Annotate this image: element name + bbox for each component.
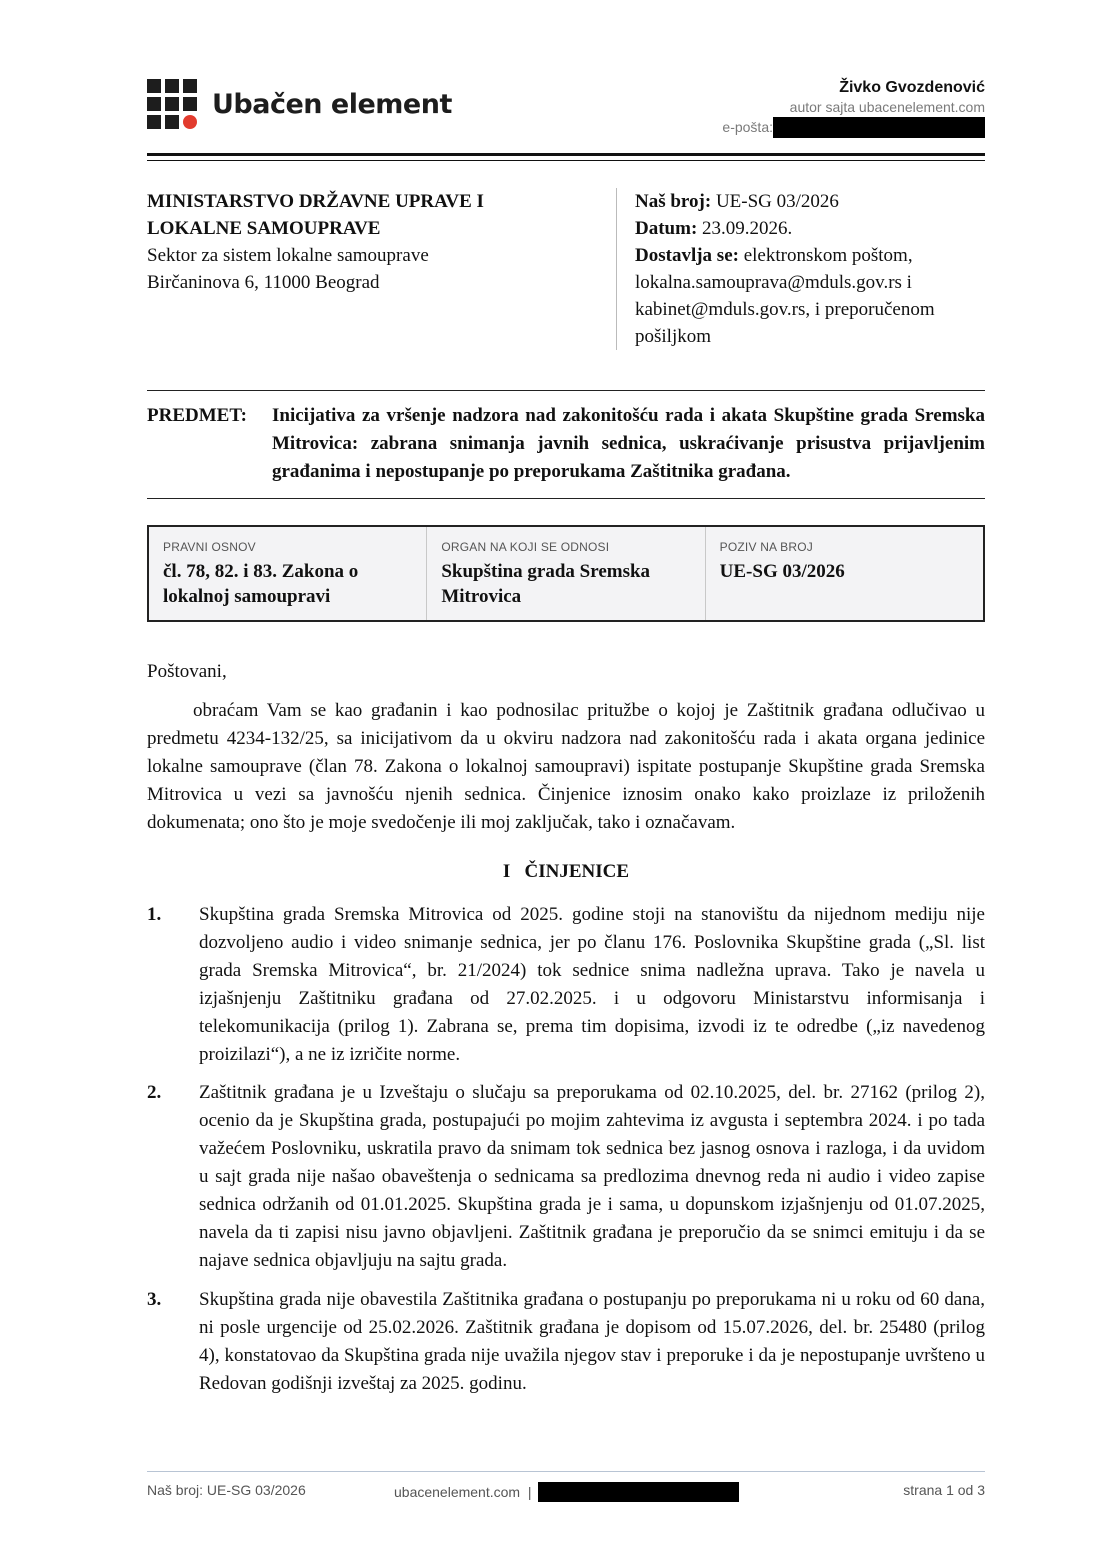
delivery-label: Dostavlja se: xyxy=(635,245,739,266)
recipient-street: Birčaninova 6, 11000 Beograd xyxy=(147,272,380,293)
intro-paragraph: obraćam Vam se kao građanin i kao podnosilac pritužbe o kojoj je Zaštitnik građana odlučivao u predmetu 4234-132/25, sa inicijativom da u okviru nadzora nad zakonitošću rada i akata organa jedinice lokalne samouprave (član 78. Zakona o lokalnoj samoupravi) ispitate postupanje Skupštine grada Sremska Mitrovica u vezi sa javnošću njenih sednica. Činjenice iznosim onako kako proizlaze iz priloženih dokumenata; ono što je moje svedočenje ili moj zaključak, tako i označavam. xyxy=(147,700,985,833)
fact-number: 3. xyxy=(147,1289,162,1310)
info-cell-legal-basis xyxy=(149,527,427,620)
redacted-email xyxy=(773,117,985,138)
ref-value: UE-SG 03/2026 xyxy=(715,191,839,212)
fact-text: Zaštitnik građana je u Izveštaju o slučaju sa preporukama od 02.10.2025, del. br. 27162 (prilog 2), ocenio da je Skupština grada, postupajući po mojim zahtevima iz avgusta i septembra 2024. i po tada važećem Poslovniku, uskratila pravo da snimam tok sednica bez jasnog osnova i razloga, i da uvidom u sajt grada nije našao obaveštenja o sednicama sa predlozima dnevnog reda ni audio i video zapise sednica održanih od 01.01.2025. Skupština grada je i sama, u dopunskom izjašnjenju od 01.07.2025, navela da ti zapisi nisu javno objavljeni. Zaštitnik građana je preporučio da se snimci emituju i da se najave sednica objavljuju na sajtu grada. xyxy=(199,1082,985,1271)
author-email xyxy=(722,117,985,138)
delivery-value: elektronskom poštom, lokalna.samouprava@mduls.gov.rs i kabinet@mduls.gov.rs, i preporučenom pošiljkom xyxy=(635,245,935,347)
info-cell-organ xyxy=(427,527,705,620)
info-box xyxy=(147,525,985,622)
section-title: I ČINJENICE xyxy=(502,861,630,882)
email-label: e-pošta: xyxy=(722,119,773,135)
fact-number: 2. xyxy=(147,1082,162,1103)
logo-text: Ubačen element xyxy=(212,88,452,120)
fact-text: Skupština grada nije obavestila Zaštitnika građana o postupanju po preporukama ni u roku od 60 dana, ni posle urgencije od 25.02.2026. Zaštitnik građana je dopisom od 15.07.2026, del. br. 25480 (prilog 4), konstatovao da Skupština grada nije uvažila njegov stav i preporuke i da je nepostupanje uvršteno u Redovan godišnji izveštaj za 2025. godinu. xyxy=(199,1289,985,1394)
info-cell-reference xyxy=(706,527,983,620)
footer-redacted xyxy=(538,1482,739,1502)
subject-rule-bottom xyxy=(147,498,985,499)
info-cell-label: ORGAN NA KOJI SE ODNOSI xyxy=(441,540,610,554)
logo-grid-icon xyxy=(147,79,197,129)
letter-meta xyxy=(635,188,985,350)
footer-site-text: ubacenelement.com | xyxy=(394,1484,532,1500)
info-cell-value: Skupština grada Sremska Mitrovica xyxy=(441,561,651,607)
page-footer xyxy=(147,1481,985,1503)
greeting: Poštovani, xyxy=(147,661,227,682)
fact-number: 1. xyxy=(147,904,162,925)
header-divider-thin xyxy=(147,160,985,161)
author-block xyxy=(722,78,985,138)
info-cell-label: POZIV NA BROJ xyxy=(719,540,813,554)
recipient-org-line2: LOKALNE SAMOUPRAVE xyxy=(147,218,381,239)
info-cell-label: PRAVNI OSNOV xyxy=(163,540,256,554)
footer-rule xyxy=(147,1471,985,1472)
date-value: 23.09.2026. xyxy=(702,218,793,239)
recipient-address xyxy=(147,188,587,296)
info-cell-value: UE-SG 03/2026 xyxy=(719,561,845,582)
subject-text: Inicijativa za vršenje nadzora nad zakonitošću rada i akata Skupštine grada Sremska Mitrovica: zabrana snimanja javnih sednica, uskraćivanje prisustva prijavljenim građanima i nepostupanje po preporukama Zaštitnika građana. xyxy=(272,405,985,482)
author-role: autor sajta ubacenelement.com xyxy=(789,99,985,115)
recipient-org-line1: MINISTARSTVO DRŽAVNE UPRAVE I xyxy=(147,191,484,212)
header-divider xyxy=(147,153,985,156)
subject-label: PREDMET: xyxy=(147,405,247,426)
site-logo[interactable] xyxy=(147,78,452,130)
footer-reference: Naš broj: UE-SG 03/2026 xyxy=(147,1482,306,1498)
fact-text: Skupština grada Sremska Mitrovica od 2025. godine stoji na stanovištu da nijednom mediju nije dozvoljeno audio i video snimanje sednica, jer po članu 176. Poslovnika Skupštine grada („Sl. list grada Sremska Mitrovica“, br. 21/2024) tok sednice snima nadležna uprava. Tako je navela u izjašnjenju Zaštitniku građana od 27.02.2025. i u odgovoru Ministarstvu informisanja i telekomunikacija (prilog 1). Zabrana se, prema tim dopisima, izvodi iz te odredbe („iz navedenog proizilazi“), a ne iz izričite norme. xyxy=(199,904,985,1065)
document-page xyxy=(147,0,985,1556)
author-name: Živko Gvozdenović xyxy=(839,79,985,96)
ref-label: Naš broj: xyxy=(635,191,712,212)
date-label: Datum: xyxy=(635,218,698,239)
recipient-sector: Sektor za sistem lokalne samouprave xyxy=(147,245,429,266)
subject-rule-top xyxy=(147,390,985,391)
info-cell-value: čl. 78, 82. i 83. Zakona o lokalnoj samoupravi xyxy=(163,561,359,607)
meta-divider xyxy=(616,188,617,350)
footer-page-number: strana 1 od 3 xyxy=(903,1482,985,1498)
footer-site xyxy=(394,1482,739,1502)
